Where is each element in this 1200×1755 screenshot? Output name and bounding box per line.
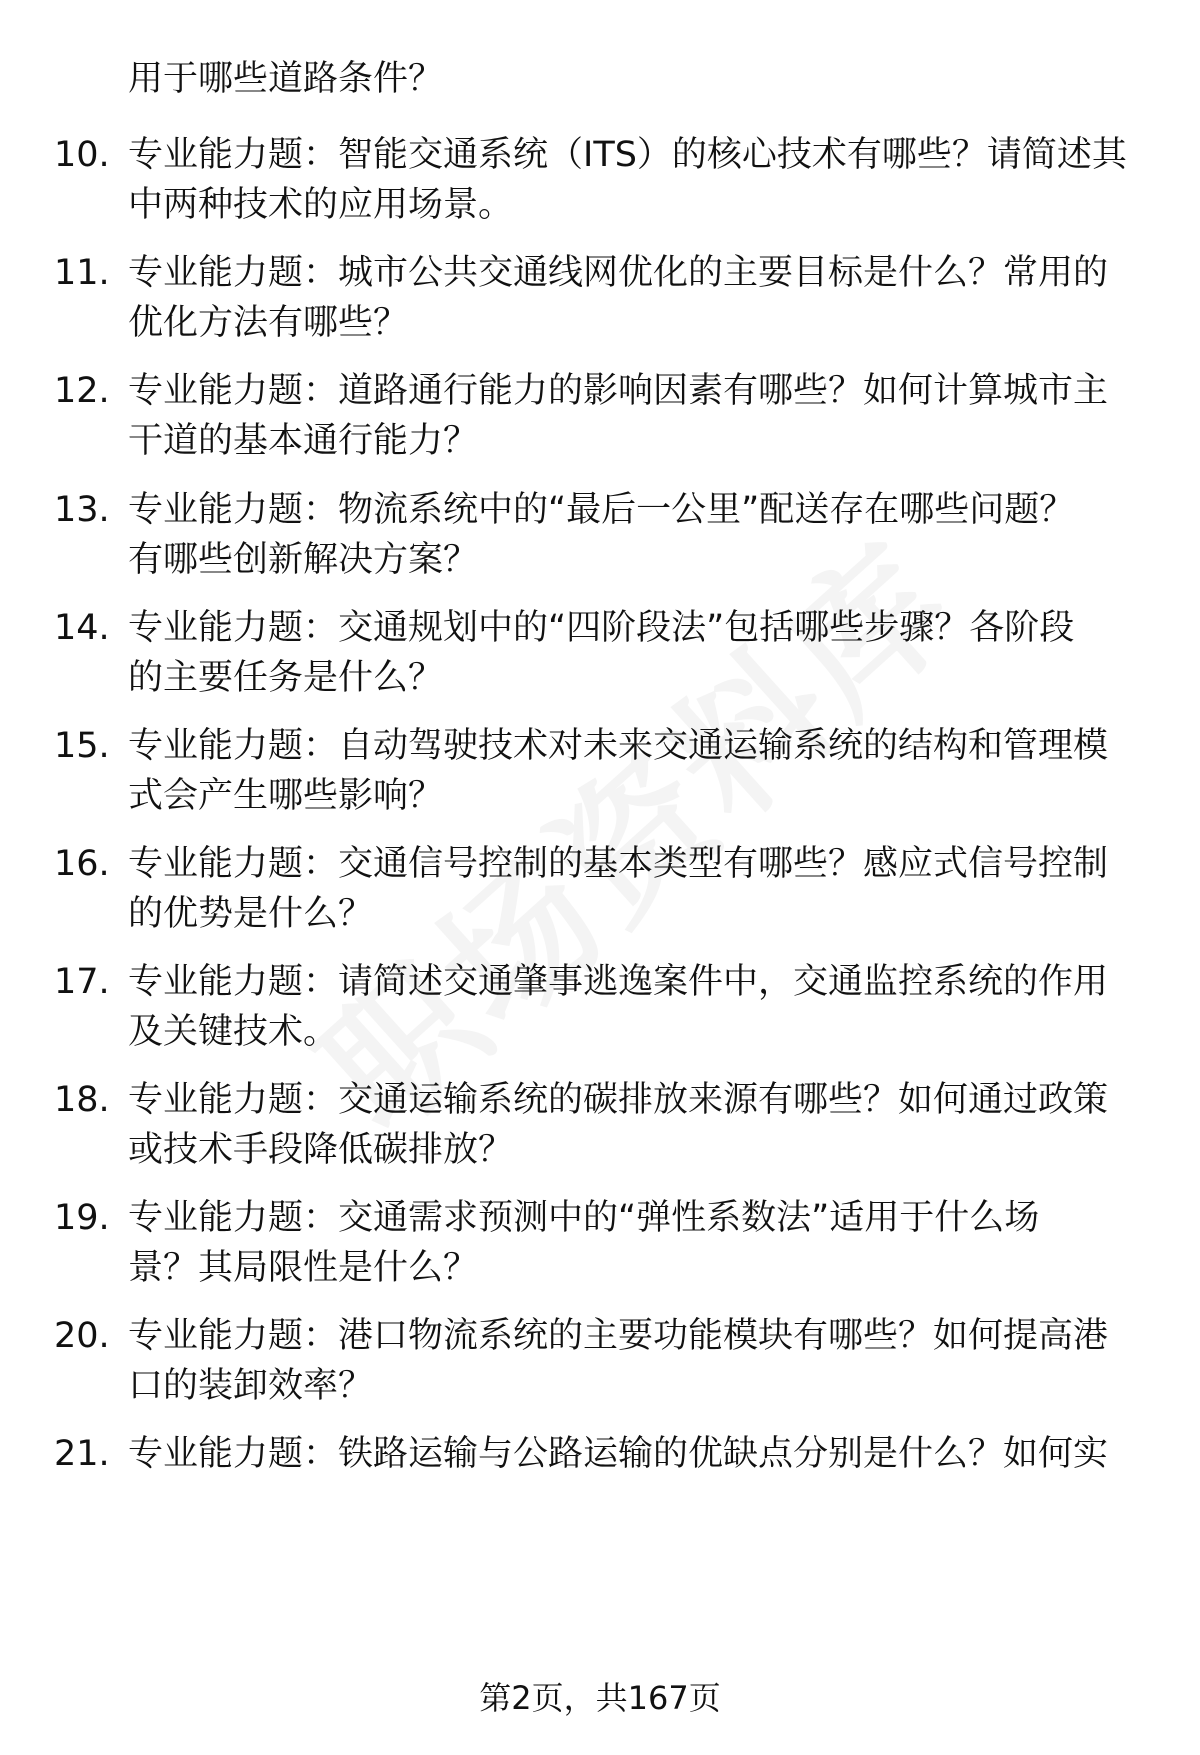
question-number: 10. — [54, 135, 110, 175]
question-number: 21. — [54, 1434, 110, 1474]
page-footer: 第2页，共167页 — [479, 1679, 721, 1717]
question-text: 专业能力题：交通需求预测中的“弹性系数法”适用于什么场 景？其局限性是什么？ — [128, 1198, 1040, 1288]
question-text: 专业能力题：城市公共交通线网优化的主要目标是什么？常用的 优化方法有哪些？ — [128, 253, 1109, 343]
question-number: 17. — [54, 962, 110, 1002]
question-text: 专业能力题：交通规划中的“四阶段法”包括哪些步骤？各阶段 的主要任务是什么？ — [128, 608, 1075, 698]
question-number: 11. — [54, 253, 110, 293]
question-text: 专业能力题：智能交通系统（ITS）的核心技术有哪些？请简述其 中两种技术的应用场景。 — [128, 135, 1127, 225]
question-number: 18. — [54, 1080, 110, 1120]
question-number: 14. — [54, 608, 110, 648]
question-number: 19. — [54, 1198, 110, 1238]
question-text: 专业能力题：港口物流系统的主要功能模块有哪些？如何提高港 口的装卸效率？ — [128, 1316, 1109, 1406]
question-text: 专业能力题：交通信号控制的基本类型有哪些？感应式信号控制 的优势是什么？ — [128, 844, 1109, 934]
question-number: 12. — [54, 371, 110, 411]
question-text: 专业能力题：铁路运输与公路运输的优缺点分别是什么？如何实 — [128, 1434, 1109, 1474]
question-text: 专业能力题：道路通行能力的影响因素有哪些？如何计算城市主 干道的基本通行能力？ — [128, 371, 1109, 461]
question-number: 16. — [54, 844, 110, 884]
question-number: 13. — [54, 490, 110, 530]
continuation-text: 用于哪些道路条件？ — [128, 59, 444, 99]
question-number: 20. — [54, 1316, 110, 1356]
question-text: 专业能力题：物流系统中的“最后一公里”配送存在哪些问题？ 有哪些创新解决方案？ — [128, 490, 1075, 580]
question-text: 专业能力题：自动驾驶技术对未来交通运输系统的结构和管理模 式会产生哪些影响？ — [128, 726, 1109, 816]
question-text: 专业能力题：请简述交通肇事逃逸案件中，交通监控系统的作用 及关键技术。 — [128, 962, 1109, 1052]
question-number: 15. — [54, 726, 110, 766]
question-text: 专业能力题：交通运输系统的碳排放来源有哪些？如何通过政策 或技术手段降低碳排放？ — [128, 1080, 1109, 1170]
